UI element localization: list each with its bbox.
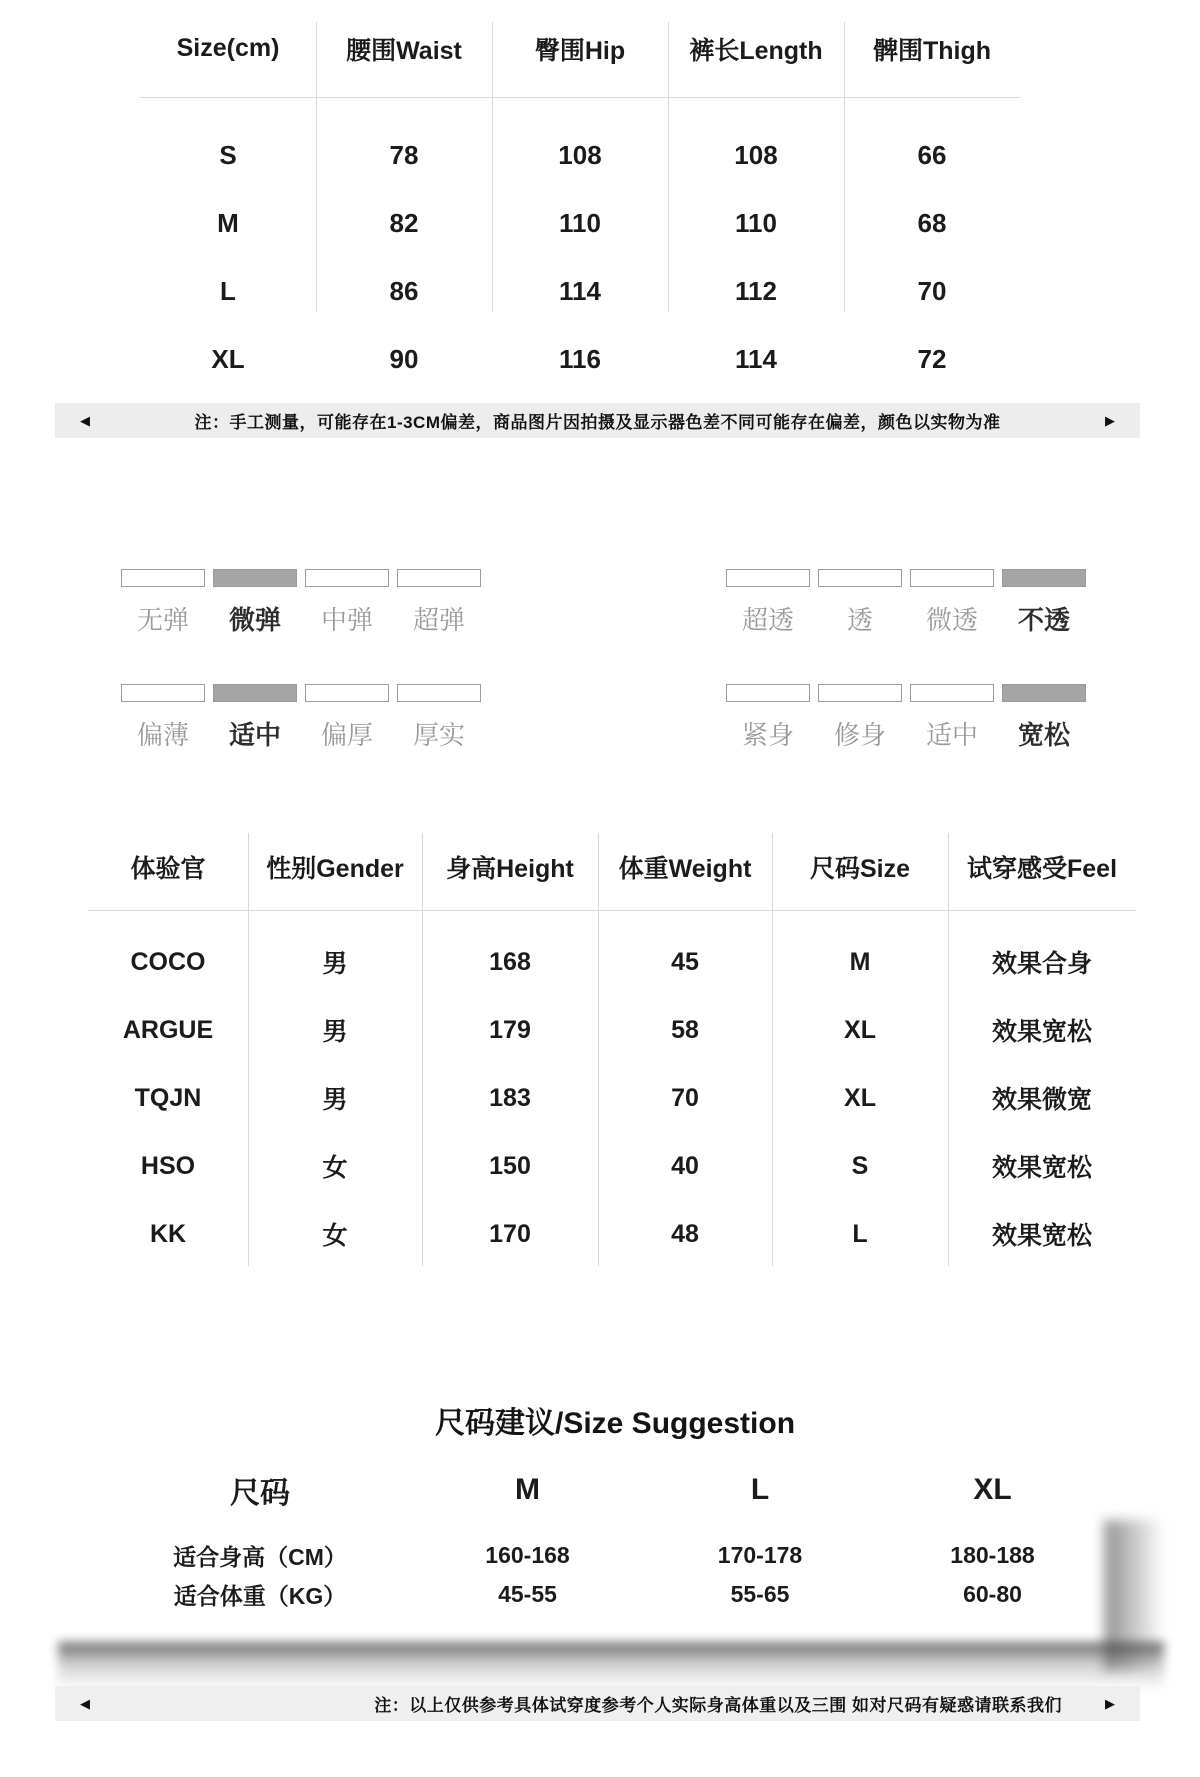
fit-level-box xyxy=(1002,684,1086,702)
sheerness-option-label: 不透 xyxy=(1017,605,1070,635)
size-value: M xyxy=(515,1473,540,1506)
weight-cell: 58 xyxy=(671,1015,699,1044)
table-row xyxy=(140,121,1020,189)
sheerness-level-box xyxy=(818,569,902,587)
size-table-header-cell: 裤长Length xyxy=(689,36,823,65)
divider xyxy=(668,22,669,312)
height-label: 适合身高（CM） xyxy=(173,1543,347,1570)
size-suggestion-title: 尺码建议/Size Suggestion xyxy=(434,1407,796,1440)
fit-level-box xyxy=(910,684,994,702)
left-arrow-icon[interactable]: ◀ xyxy=(80,412,90,428)
waist-cell: 78 xyxy=(389,139,419,170)
weight-cell: 48 xyxy=(671,1219,699,1248)
elasticity-level-box xyxy=(305,569,389,587)
table-row xyxy=(88,1200,1136,1268)
size-cell: L xyxy=(852,1219,868,1248)
gender-cell: 女 xyxy=(322,1154,348,1182)
fit-scale xyxy=(726,684,1098,702)
height-cell: 150 xyxy=(489,1151,531,1180)
size-cell: M xyxy=(849,947,871,976)
feel-cell: 效果宽松 xyxy=(991,1222,1092,1250)
tester-cell: COCO xyxy=(130,947,206,976)
thigh-cell: 70 xyxy=(917,275,947,306)
height-range: 160-168 xyxy=(485,1541,570,1568)
thickness-indicator xyxy=(121,684,493,752)
weight-cell: 70 xyxy=(671,1083,699,1112)
size-table-header-cell: 髀围Thigh xyxy=(872,36,992,65)
size-value: L xyxy=(750,1473,770,1506)
size-table-body xyxy=(140,121,1020,393)
weight-range: 45-55 xyxy=(498,1580,557,1607)
disclaimer-note-text: 注：以上仅供参考具体试穿度参考个人实际身高体重以及三围 如对尺码有疑惑请联系我们 xyxy=(374,1696,1062,1715)
elasticity-level-box xyxy=(121,569,205,587)
weight-range: 60-80 xyxy=(963,1580,1022,1607)
height-cell: 170 xyxy=(489,1219,531,1248)
thickness-option-label: 偏薄 xyxy=(136,720,189,750)
divider xyxy=(248,833,249,1266)
waist-cell: 86 xyxy=(389,275,419,306)
length-cell: 112 xyxy=(735,275,777,306)
size-value: XL xyxy=(973,1473,1012,1506)
fit-labels xyxy=(726,715,1098,752)
elasticity-option-label: 无弹 xyxy=(136,605,189,635)
tester-cell: TQJN xyxy=(134,1083,202,1112)
size-suggestion-height-row xyxy=(100,1536,1100,1574)
divider xyxy=(422,833,423,1266)
hip-cell: 108 xyxy=(558,139,602,170)
tryon-header-cell: 身高Height xyxy=(446,855,574,883)
thickness-option-label: 适中 xyxy=(228,720,281,750)
length-cell: 108 xyxy=(734,139,778,170)
fit-option-label: 适中 xyxy=(925,720,978,750)
length-cell: 114 xyxy=(735,343,777,374)
thickness-labels xyxy=(121,715,493,752)
size-table-header-cell: Size(cm) xyxy=(176,34,280,62)
height-range: 180-188 xyxy=(950,1541,1035,1568)
left-arrow-icon[interactable]: ◀ xyxy=(80,1695,90,1711)
elasticity-option-label: 微弹 xyxy=(228,605,281,635)
sheerness-option-label: 超透 xyxy=(741,605,794,635)
weight-range: 55-65 xyxy=(730,1580,790,1607)
sheerness-level-box xyxy=(910,569,994,587)
sheerness-labels xyxy=(726,600,1098,637)
page-shadow-bottom xyxy=(58,1642,1164,1690)
sheerness-option-label: 透 xyxy=(846,605,873,635)
size-table-header-cell: 臀围Hip xyxy=(534,36,626,65)
elasticity-indicator xyxy=(121,569,493,637)
size-suggestion-weight-row xyxy=(100,1575,1100,1613)
table-row xyxy=(88,1132,1136,1200)
tryon-header-cell: 尺码Size xyxy=(809,855,911,883)
height-cell: 168 xyxy=(489,947,531,976)
size-table-header-cell: 腰围Waist xyxy=(346,36,462,65)
sheerness-level-box xyxy=(726,569,810,587)
divider xyxy=(316,22,317,312)
tester-cell: HSO xyxy=(140,1151,196,1180)
size-table xyxy=(140,0,1020,393)
fit-option-label: 修身 xyxy=(833,720,886,750)
size-cell: M xyxy=(217,207,239,238)
weight-cell: 45 xyxy=(671,947,699,976)
size-cell: XL xyxy=(844,1015,876,1044)
tryon-header-cell: 试穿感受Feel xyxy=(966,855,1118,883)
thigh-cell: 66 xyxy=(917,139,947,170)
elasticity-option-label: 中弹 xyxy=(320,605,373,635)
feel-cell: 效果宽松 xyxy=(991,1018,1092,1046)
divider xyxy=(598,833,599,1266)
size-suggestion-sizes-row xyxy=(100,1468,1100,1512)
divider xyxy=(88,910,1136,911)
fit-option-label: 宽松 xyxy=(1017,720,1070,750)
size-cell: S xyxy=(851,1151,869,1180)
feel-cell: 效果微宽 xyxy=(991,1086,1092,1114)
table-row xyxy=(140,257,1020,325)
elasticity-scale xyxy=(121,569,493,587)
tryon-header-cell: 体验官 xyxy=(130,855,206,883)
thigh-cell: 72 xyxy=(917,343,947,374)
tryon-table-body xyxy=(88,910,1136,1268)
thickness-option-label: 偏厚 xyxy=(320,720,373,750)
hip-cell: 116 xyxy=(559,343,601,374)
sheerness-indicator xyxy=(726,569,1098,637)
gender-cell: 男 xyxy=(322,950,348,978)
thigh-cell: 68 xyxy=(917,207,947,238)
thickness-level-box xyxy=(121,684,205,702)
divider xyxy=(948,833,949,1266)
tryon-table xyxy=(88,824,1136,1268)
divider xyxy=(772,833,773,1266)
elasticity-option-label: 超弹 xyxy=(412,605,465,635)
hip-cell: 110 xyxy=(559,207,601,238)
hip-cell: 114 xyxy=(559,275,601,306)
right-arrow-icon[interactable]: ▶ xyxy=(1105,412,1115,428)
fit-indicator xyxy=(726,684,1098,752)
fit-level-box xyxy=(726,684,810,702)
thickness-level-box xyxy=(305,684,389,702)
size-cell: S xyxy=(219,139,237,170)
fit-level-box xyxy=(818,684,902,702)
size-table-header xyxy=(140,0,1020,97)
thickness-scale xyxy=(121,684,493,702)
right-arrow-icon[interactable]: ▶ xyxy=(1105,1695,1115,1711)
waist-cell: 90 xyxy=(389,343,419,374)
size-label: 尺码 xyxy=(230,1477,290,1510)
feel-cell: 效果合身 xyxy=(991,950,1092,978)
tryon-table-header xyxy=(88,824,1136,910)
thickness-option-label: 厚实 xyxy=(412,720,465,750)
measurement-note-bar xyxy=(55,403,1140,438)
table-row xyxy=(140,325,1020,393)
thickness-level-box xyxy=(397,684,481,702)
size-cell: L xyxy=(220,275,236,306)
divider xyxy=(844,22,845,312)
elasticity-level-box xyxy=(213,569,297,587)
elasticity-labels xyxy=(121,600,493,637)
table-row xyxy=(88,1064,1136,1132)
divider xyxy=(140,97,1020,98)
table-row xyxy=(140,189,1020,257)
gender-cell: 女 xyxy=(322,1222,348,1250)
disclaimer-note-bar xyxy=(55,1686,1140,1721)
fit-option-label: 紧身 xyxy=(741,720,794,750)
gender-cell: 男 xyxy=(322,1086,348,1114)
tester-cell: ARGUE xyxy=(122,1015,214,1044)
tryon-header-cell: 体重Weight xyxy=(618,855,752,883)
height-cell: 183 xyxy=(489,1083,531,1112)
height-cell: 179 xyxy=(489,1015,531,1044)
thickness-level-box xyxy=(213,684,297,702)
waist-cell: 82 xyxy=(389,207,419,238)
divider xyxy=(492,22,493,312)
feel-cell: 效果宽松 xyxy=(991,1154,1092,1182)
sheerness-option-label: 微透 xyxy=(925,605,978,635)
measurement-note-text: 注：手工测量，可能存在1-3CM偏差，商品图片因拍摄及显示器色差不同可能存在偏差，颜色以实物为准 xyxy=(194,413,1001,432)
length-cell: 110 xyxy=(735,207,777,238)
size-cell: XL xyxy=(211,343,245,374)
elasticity-level-box xyxy=(397,569,481,587)
weight-label: 适合体重（KG） xyxy=(173,1582,347,1609)
gender-cell: 男 xyxy=(322,1018,348,1046)
table-row xyxy=(88,996,1136,1064)
size-cell: XL xyxy=(844,1083,876,1112)
tryon-header-cell: 性别Gender xyxy=(266,855,404,883)
tester-cell: KK xyxy=(149,1219,187,1248)
sheerness-level-box xyxy=(1002,569,1086,587)
weight-cell: 40 xyxy=(671,1151,699,1180)
table-row xyxy=(88,928,1136,996)
sheerness-scale xyxy=(726,569,1098,587)
height-range: 170-178 xyxy=(717,1541,803,1568)
